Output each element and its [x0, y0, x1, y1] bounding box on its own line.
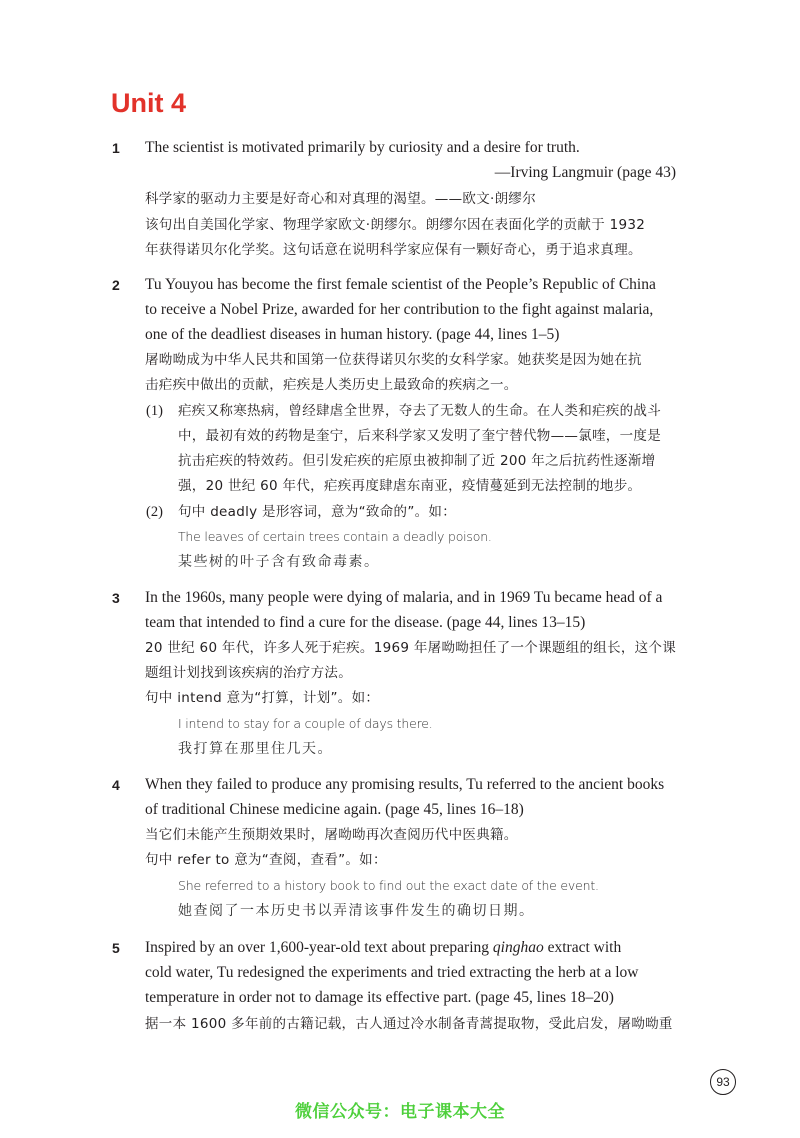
item-number: 4	[112, 777, 120, 793]
unit-title: Unit 4	[111, 88, 187, 118]
english-sentence-line: to receive a Nobel Prize, awarded for her contribution to the fight against malaria,	[145, 301, 654, 318]
sentence-text: extract with	[543, 939, 622, 956]
chinese-translation-line: 击疟疾中做出的贡献，疟疾是人类历史上最致命的疾病之一。	[145, 377, 518, 393]
chinese-translation-line: 20 世纪 60 年代，许多人死于疟疾。1969 年屠呦呦担任了一个课题组的组长，这个课	[145, 640, 677, 656]
sub-point-line: 中，最初有效的药物是奎宁，后来科学家又发明了奎宁替代物——氯喹，一度是	[178, 428, 661, 444]
item-number: 5	[112, 940, 120, 956]
english-sentence-line: Tu Youyou has become the first female scientist of the People’s Republic of China	[145, 276, 656, 293]
example-sentence: I intend to stay for a couple of days there.	[178, 716, 433, 731]
chinese-translation-line: 科学家的驱动力主要是好奇心和对真理的渴望。——欧文·朗缪尔	[145, 191, 536, 207]
example-sentence: She referred to a history book to find out the exact date of the event.	[178, 878, 599, 893]
sub-point-number: (1)	[146, 403, 163, 419]
sentence-text: Inspired by an over 1,600-year-old text about preparing	[145, 939, 493, 956]
watermark: 微信公众号：电子课本大全	[295, 1102, 505, 1122]
english-sentence-line: one of the deadliest diseases in human history. (page 44, lines 1–5)	[145, 326, 560, 343]
example-translation: 她查阅了一本历史书以弄清该事件发生的确切日期。	[178, 903, 535, 919]
english-sentence-line: When they failed to produce any promising results, Tu referred to the ancient books	[145, 776, 665, 793]
chinese-translation-line: 屠呦呦成为中华人民共和国第一位获得诺贝尔奖的女科学家。她获奖是因为她在抗	[145, 352, 642, 368]
sub-point-line: 句中 deadly 是形容词，意为“致命的”。如：	[178, 504, 457, 520]
attribution: —Irving Langmuir (page 43)	[494, 164, 676, 181]
english-sentence-line: team that intended to find a cure for the disease. (page 44, lines 13–15)	[145, 614, 586, 631]
example-translation: 某些树的叶子含有致命毒素。	[178, 554, 380, 570]
explanation-line: 该句出自美国化学家、物理学家欧文·朗缪尔。朗缪尔因在表面化学的贡献于 1932	[145, 217, 646, 233]
explanation-line: 句中 refer to 意为“查阅，查看”。如：	[145, 852, 387, 868]
explanation-line: 句中 intend 意为“打算，计划”。如：	[145, 690, 380, 706]
sub-point-line: 抗击疟疾的特效药。但引发疟疾的疟原虫被抑制了近 200 年之后抗药性逐渐增	[178, 453, 656, 469]
english-sentence-line: cold water, Tu redesigned the experiments and tried extracting the herb at a low	[145, 964, 639, 981]
item-number: 2	[112, 277, 120, 293]
example-sentence: The leaves of certain trees contain a deadly poison.	[178, 529, 492, 544]
page-number: 93	[710, 1069, 736, 1095]
english-sentence-line: In the 1960s, many people were dying of malaria, and in 1969 Tu became head of a	[145, 589, 663, 606]
english-sentence-line: of traditional Chinese medicine again. (page 45, lines 16–18)	[145, 801, 524, 818]
item-number: 1	[112, 140, 120, 156]
english-sentence-line	[145, 935, 621, 961]
english-sentence-line: temperature in order not to damage its effective part. (page 45, lines 18–20)	[145, 989, 614, 1006]
chinese-translation-line: 据一本 1600 多年前的古籍记载，古人通过冷水制备青蒿提取物，受此启发，屠呦呦重	[145, 1016, 673, 1032]
sub-point-line: 强，20 世纪 60 年代，疟疾再度肆虐东南亚，疫情蔓延到无法控制的地步。	[178, 478, 642, 494]
example-translation: 我打算在那里住几天。	[178, 741, 333, 757]
explanation-line: 年获得诺贝尔化学奖。这句话意在说明科学家应保有一颗好奇心，勇于追求真理。	[145, 242, 642, 258]
english-sentence-line: The scientist is motivated primarily by curiosity and a desire for truth.	[145, 139, 580, 156]
sub-point-number: (2)	[146, 504, 163, 520]
item-number: 3	[112, 590, 120, 606]
chinese-translation-line: 题组计划找到该疾病的治疗方法。	[145, 665, 352, 681]
italic-term: qinghao	[492, 939, 544, 956]
chinese-translation-line: 当它们未能产生预期效果时，屠呦呦再次查阅历代中医典籍。	[145, 827, 518, 843]
sub-point-line: 疟疾又称寒热病，曾经肆虐全世界，夺去了无数人的生命。在人类和疟疾的战斗	[178, 403, 661, 419]
